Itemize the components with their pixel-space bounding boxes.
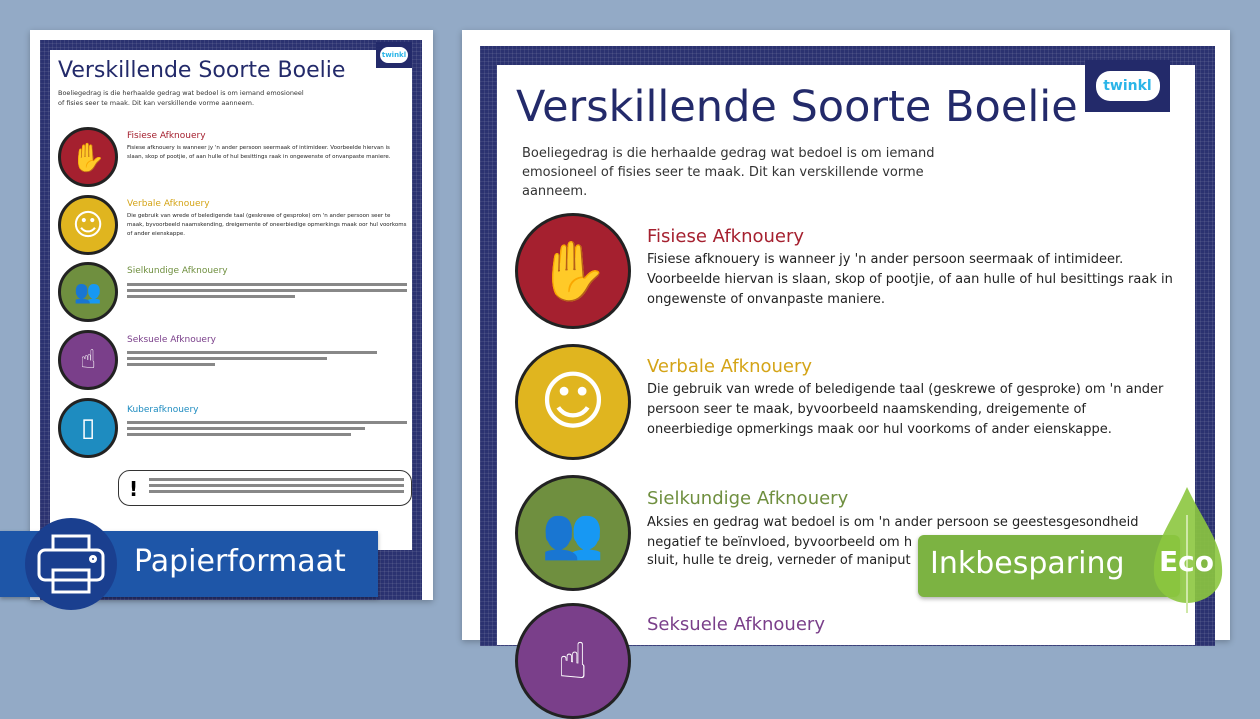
twinkl-logo (376, 42, 412, 68)
page-title: Verskillende Soorte Boelie (516, 82, 1078, 132)
leaf-icon (1150, 485, 1225, 615)
exclamation-icon: ! (129, 477, 139, 501)
section-body: Fisiese afknouery is wanneer jy 'n ander persoon seermaak of intimideer. Voorbeelde hiervan is slaan, skop of pootjie, of aan hulle of hul besittings raak in ongewenste of onvanpaste maniere. (647, 252, 1173, 307)
logo-text: twinkl (380, 47, 408, 63)
section-body: Die gebruik van wrede of beledigende taal (geskrewe of gesproke) om 'n ander persoon seer te maak, byvoorbeeld naamskending, dreigemente of oneerbiedige opmerkings maak oor hul voorkoms of ander eienskappe. (647, 382, 1164, 437)
section-heading: Kuberafknouery (127, 405, 199, 415)
section-body-end: sluit, hulle te dreig, verneder of maniput (647, 553, 911, 568)
hand-icon: ✋ (58, 127, 118, 187)
eco-label: Eco (1159, 545, 1214, 578)
section-heading: Fisiese Afknouery (127, 131, 206, 141)
section-body: Fisiese afknouery is wanneer jy 'n ander persoon seermaak of intimideer. Voorbeelde hiervan is slaan, skop of pootjie, of aan hulle of hul besittings raak in ongewenste of onvanpaste maniere. (127, 145, 391, 160)
preview-page-small[interactable] (30, 30, 433, 600)
printer-icon (25, 518, 117, 610)
speaking-head-icon: ☺ (58, 195, 118, 255)
phone-icon: ▯ (58, 398, 118, 458)
speaking-head-icon: ☺ (515, 344, 631, 460)
section-heading: Fisiese Afknouery (647, 226, 805, 247)
section-heading: Seksuele Afknouery (647, 614, 825, 635)
section-heading: Verbale Afknouery (647, 356, 813, 377)
section-body-placeholder (127, 280, 407, 301)
section-heading: Verbale Afknouery (127, 199, 210, 209)
section-body-placeholder (127, 418, 407, 439)
ink-saving-badge[interactable] (918, 535, 1180, 597)
notice-box (118, 470, 412, 506)
logo-text: twinkl (1096, 71, 1160, 101)
intro-text: Boeliegedrag is die herhaalde gedrag wat bedoel is om iemand emosioneel of fisies seer te maak. Dit kan verskillende vorme aanneem. (522, 146, 935, 199)
ink-saving-label: Inkbesparing (930, 546, 1125, 581)
section-body-placeholder (127, 348, 377, 369)
section-heading: Seksuele Afknouery (127, 335, 216, 345)
intro-text: Boeliegedrag is die herhaalde gedrag wat bedoel is om iemand emosioneel of fisies seer te maak. Dit kan verskillende vorme aanneem. (58, 89, 304, 107)
section-body: Die gebruik van wrede of beledigende taal (geskrewe of gesproke) om 'n ander persoon seer te maak, byvoorbeeld naamskending, dreigemente of oneerbiedige opmerkings maak oor hul voorkoms of ander eienskappe. (127, 213, 407, 237)
section-body: Aksies en gedrag wat bedoel is om 'n ander persoon se geestesgesondheid negatief te beïnvloed, byvoorbeeld om h (647, 515, 1139, 550)
twinkl-logo (1085, 60, 1170, 112)
hand-icon: ✋ (515, 213, 631, 329)
section-heading: Sielkundige Afknouery (647, 488, 849, 509)
page-title: Verskillende Soorte Boelie (58, 58, 346, 83)
paper-size-label: Papierformaat (134, 544, 346, 579)
section-heading: Sielkundige Afknouery (127, 266, 228, 276)
group-icon: 👥 (515, 475, 631, 591)
person-pointing-icon: ☝ (515, 603, 631, 719)
person-pointing-icon: ☝ (58, 330, 118, 390)
group-icon: 👥 (58, 262, 118, 322)
